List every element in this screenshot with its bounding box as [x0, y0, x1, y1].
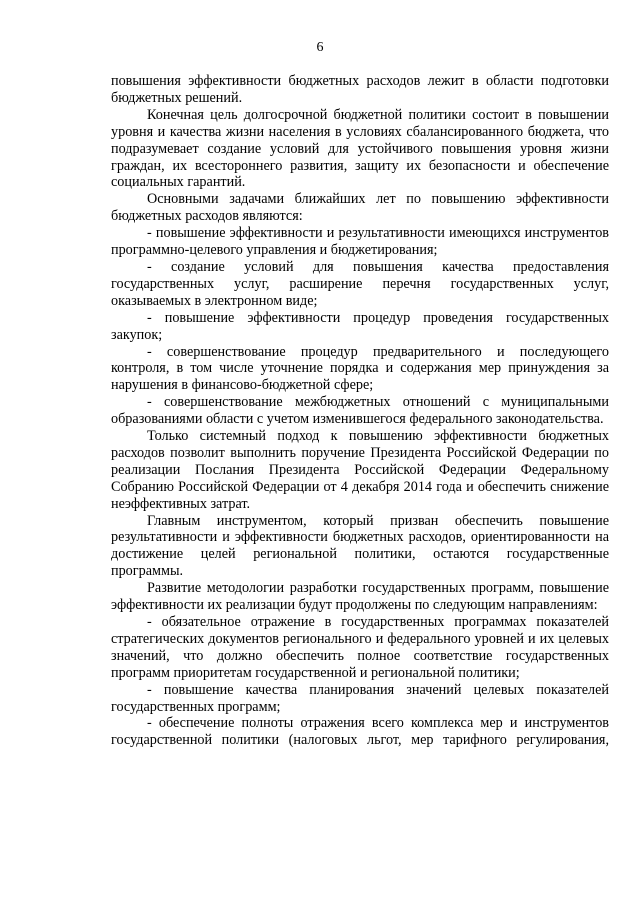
paragraph: повышения эффективности бюджетных расходов лежит в области подготовки бюджетных решений. — [111, 73, 609, 106]
list-item: - создание условий для повышения качества предоставления государственных услуг, расширение перечня государственных услуг, оказываемых в электронном виде; — [111, 258, 609, 309]
list-item: - повышение эффективности процедур проведения государственных закупок; — [111, 309, 609, 343]
list-item: - повышение качества планирования значений целевых показателей государственных программ; — [111, 681, 609, 715]
list-item: - обязательное отражение в государственных программах показателей стратегических документов регионального и федерального уровней и их целевых значений, что должно обеспечить полное соответствие государственных программ приоритетам государственной и региональной политики; — [111, 614, 609, 681]
paragraph: Конечная цель долгосрочной бюджетной политики состоит в повышении уровня и качества жизни населения в условиях сбалансированного бюджета, что подразумевает создание условий для устойчивого повышения уровня жизни граждан, их всестороннего развития, защиту их безопасности и обеспечение социальных гарантий. — [111, 106, 609, 191]
list-item: - совершенствование межбюджетных отношений с муниципальными образованиями области с учетом изменившегося федерального законодательства. — [111, 394, 609, 428]
list-item: - повышение эффективности и результативности имеющихся инструментов программно-целевого управления и бюджетирования; — [111, 225, 609, 259]
paragraph: Основными задачами ближайших лет по повышению эффективности бюджетных расходов являются: — [111, 191, 609, 225]
paragraph: Развитие методологии разработки государственных программ, повышение эффективности их реализации будут продолжены по следующим направлениям: — [111, 580, 609, 614]
document-body — [111, 73, 609, 749]
paragraph: Только системный подход к повышению эффективности бюджетных расходов позволит выполнить поручение Президента Российской Федерации по реализации Послания Президента Российской Федерации Федеральному Собранию Российской Федерации от 4 декабря 2014 года и обеспечить снижение неэффективных затрат. — [111, 428, 609, 512]
list-item: - обеспечение полноты отражения всего комплекса мер и инструментов государственной политики (налоговых льгот, мер тарифного регулирования, — [111, 715, 609, 749]
paragraph: Главным инструментом, который призван обеспечить повышение результативности и эффективности бюджетных расходов, ориентированности на достижение целей региональной политики, остаются государственные программы. — [111, 512, 609, 580]
page-number: 6 — [316, 40, 324, 55]
list-item: - совершенствование процедур предварительного и последующего контроля, в том числе уточнение порядка и содержания мер принуждения за нарушения в финансово-бюджетной сфере; — [111, 343, 609, 394]
